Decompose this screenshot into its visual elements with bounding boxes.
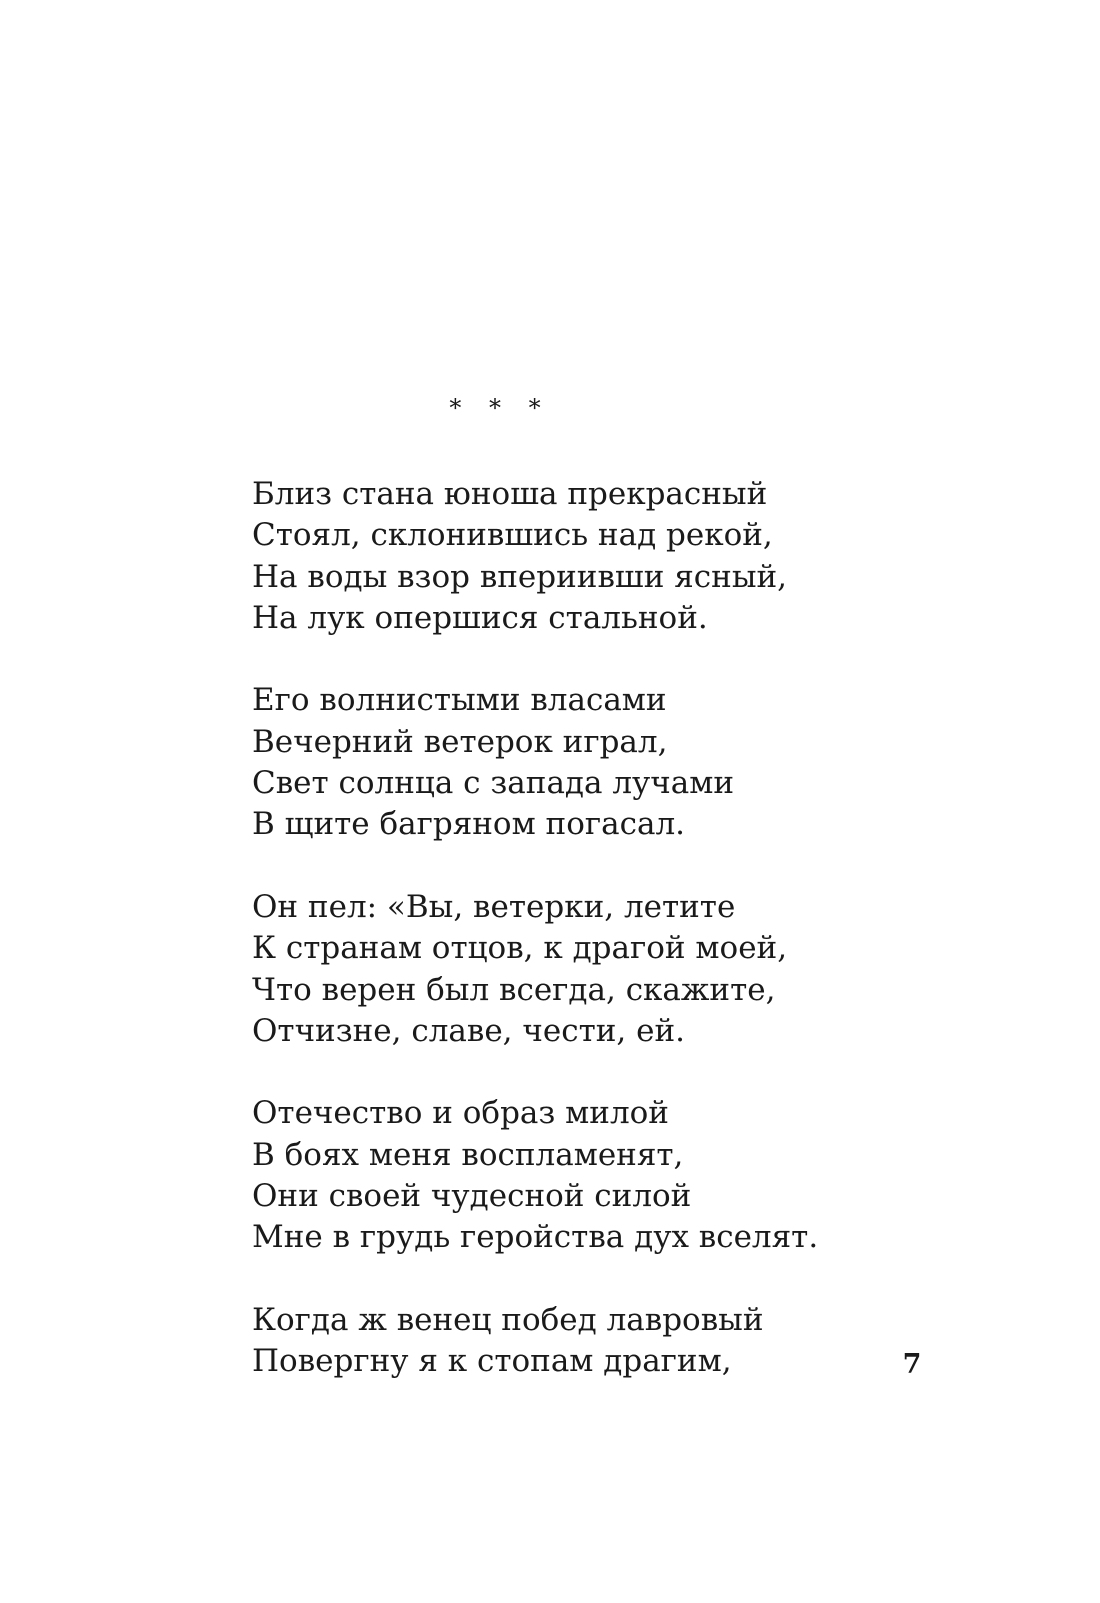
poem-line: Отчизне, славе, чести, ей. <box>252 1012 685 1049</box>
page-number: 7 <box>902 1349 922 1380</box>
stanza-4 <box>252 1093 892 1258</box>
section-separator: * * * <box>449 394 551 422</box>
poem-line: На лук опершися стальной. <box>252 599 708 636</box>
stanza-3 <box>252 887 892 1052</box>
poem-line: Стоял, склонившись над рекой, <box>252 517 773 554</box>
poem-line: Когда ж венец побед лавровый <box>252 1301 764 1338</box>
poem-line: В щите багряном погасал. <box>252 806 685 843</box>
poem-line: К странам отцов, к драгой моей, <box>252 930 788 967</box>
poem-line: Повергну я к стопам драгим, <box>252 1343 732 1380</box>
poem-line: На воды взор впериивши ясный, <box>252 558 788 595</box>
poem <box>252 474 892 1424</box>
poem-line: Его волнистыми власами <box>252 682 667 719</box>
poem-line: В боях меня воспламенят, <box>252 1136 684 1173</box>
stanza-5 <box>252 1300 892 1383</box>
poem-line: Отечество и образ милой <box>252 1095 669 1132</box>
poem-line: Свет солнца с запада лучами <box>252 765 735 802</box>
poem-line: Мне в грудь геройства дух вселят. <box>252 1219 819 1256</box>
poem-line: Они своей чудесной силой <box>252 1178 692 1215</box>
poem-line: Он пел: «Вы, ветерки, летите <box>252 888 736 925</box>
poem-line: Что верен был всегда, скажите, <box>252 971 776 1008</box>
poem-line: Близ стана юноша прекрасный <box>252 476 768 512</box>
poem-line: Вечерний ветерок играл, <box>252 723 668 760</box>
stanza-1 <box>252 474 892 639</box>
stanza-2 <box>252 680 892 845</box>
